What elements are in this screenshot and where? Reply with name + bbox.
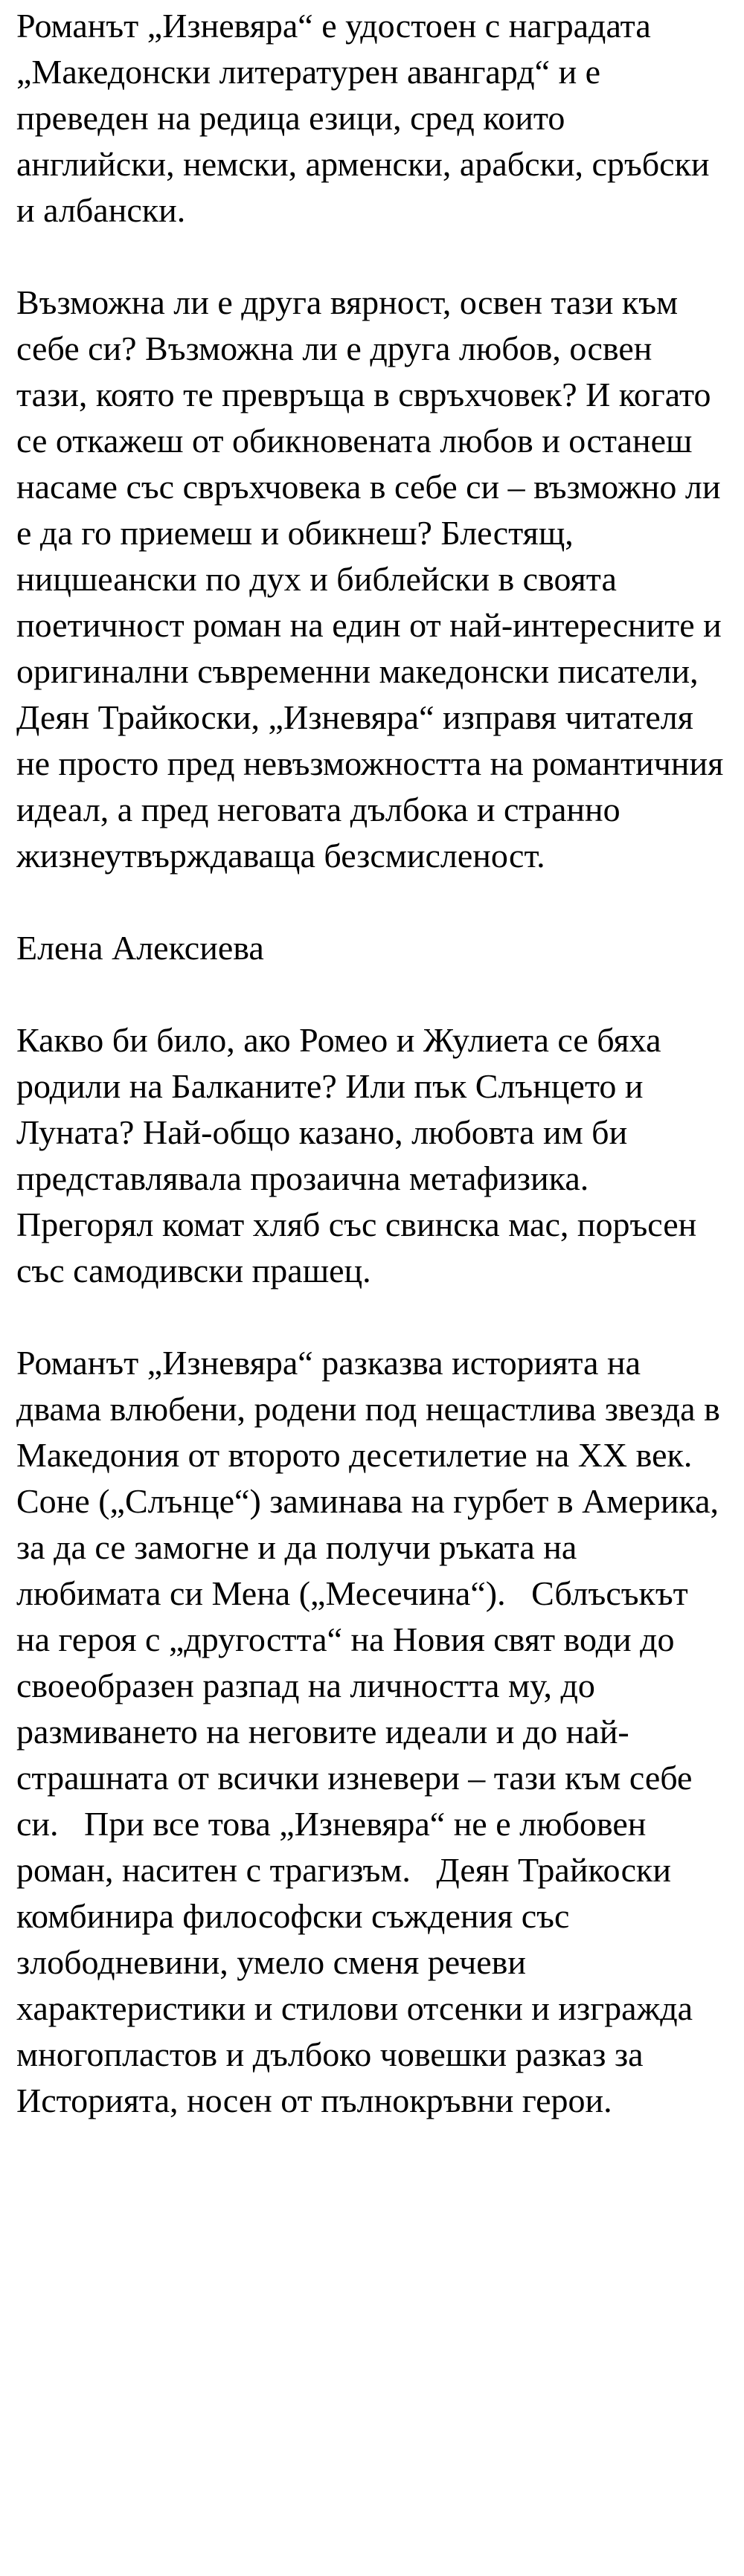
paragraph-question: Какво би било, ако Ромео и Жулиета се бяха родили на Балканите? Или пък Слънцето и Луната? Най-общо казано, любовта им би представлявала прозаична метафизика. Прегорял комат хляб със свинска мас, поръсен със самодивски прашец. — [16, 1021, 705, 1289]
paragraph-review: Възможна ли е друга вярност, освен тази към себе си? Възможна ли е друга любов, освен тази, която те превръща в свръхчовек? И когато се откажеш от обикновената любов и останеш насаме със свръхчовека в себе си – възможно ли е да го приемеш и обикнеш? Блестящ, ницшеански по дух и библейски в своята поетичност роман на един от най-интересните и оригинални съвременни македонски писатели, Деян Трайкоски, „Изневяра“ изправя читателя не просто пред невъзможността на романтичния идеал, а пред неговата дълбока и странно жизнеутвърждаваща безсмисленост. — [16, 283, 732, 875]
paragraph-summary: Романът „Изневяра“ разказва историята на двама влюбени, родени под нещастлива звезда в Македония от второто десетилетие на XX век. Соне („Слънце“) заминава на гурбет в Америка, за да се замогне и да получи ръката на любимата си Мена („Месечина“). Сблъсъкът на героя с „другостта“ на Новия свят води до своеобразен разпад на личността му, до размиването на неговите идеали и до най-страшната от всички изневери – тази към себе си. При все това „Изневяра“ не е любовен роман, наситен с трагизъм. Деян Трайкоски комбинира философски съждения със злободневини, умело сменя речеви характеристики и стилови отсенки и изгражда многопластов и дълбоко човешки разказ за Историята, носен от пълнокръвни герои. — [16, 1344, 729, 2119]
paragraph-award: Романът „Изневяра“ е удостоен с наградата „Македонски литературен авангард“ и е преведен на редица езици, сред които английски, немски, арменски, арабски, сръбски и албански. — [16, 7, 719, 229]
paragraph-author: Елена Алексиева — [16, 929, 264, 967]
